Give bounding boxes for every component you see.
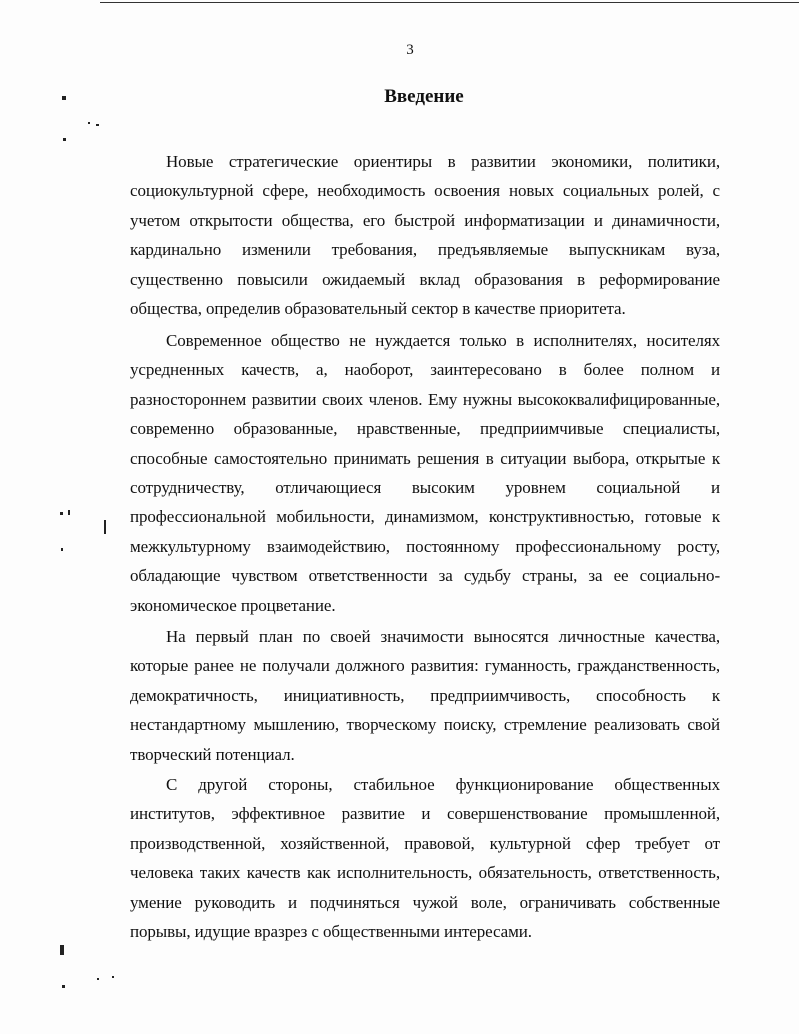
- scan-speck: [96, 124, 99, 126]
- scan-speck: [112, 976, 114, 978]
- paragraph-2: Современное общество не нуждается только в исполнителях, носителях усредненных качеств, а, наоборот, заинтересовано в более полном и разностороннем развитии своих членов. Ему нужны высококвалифицированные, современно образованные, нравственные, предприимчивые специалисты, способные самостоятельно принимать решения в ситуации выбора, открытые к сотрудничеству, отличающиеся высоким уровнем социальной и профессиональной мобильности, динамизмом, конструктивностью, готовые к межкультурному взаимодействию, постоянному профессиональному росту, обладающие чувством ответственности за судьбу страны, за ее социально-экономическое процветание.: [130, 331, 720, 615]
- scan-speck: [60, 512, 63, 515]
- scan-speck: [63, 138, 66, 141]
- scan-speck: [97, 978, 99, 980]
- paragraph-3: На первый план по своей значимости выносятся личностные качества, которые ранее не получали должного развития: гуманность, гражданственность, демократичность, инициативность, предприимчивость, способность к нестандартному мышлению, творческому поиску, стремление реализовать свой творческий потенциал.: [130, 627, 720, 764]
- paragraph-4: С другой стороны, стабильное функционирование общественных институтов, эффективное развитие и совершенствование промышленной, производственной, хозяйственной, правовой, культурной сфер требует от человека таких качеств как исполнительность, обязательность, ответственность, умение руководить и подчиняться чужой воле, ограничивать собственные порывы, идущие вразрез с общественными интересами.: [130, 775, 720, 942]
- scan-speck: [61, 548, 63, 551]
- top-border-line: [100, 2, 799, 3]
- page-title: Введение: [384, 86, 464, 107]
- page-number: 3: [406, 42, 414, 58]
- scan-speck: [62, 96, 66, 100]
- scan-speck: [68, 510, 70, 515]
- scan-speck: [60, 945, 64, 955]
- scan-speck: [88, 122, 90, 124]
- scan-speck: [104, 520, 106, 534]
- paragraph-1: Новые стратегические ориентиры в развитии экономики, политики, социокультурной сфере, необходимость освоения новых социальных ролей, с учетом открытости общества, его быстрой информатизации и динамичности, кардинально изменили требования, предъявляемые выпускникам вуза, существенно повысили ожидаемый вклад образования в реформирование общества, определив образовательный сектор в качестве приоритета.: [130, 152, 720, 319]
- scan-speck: [62, 985, 65, 988]
